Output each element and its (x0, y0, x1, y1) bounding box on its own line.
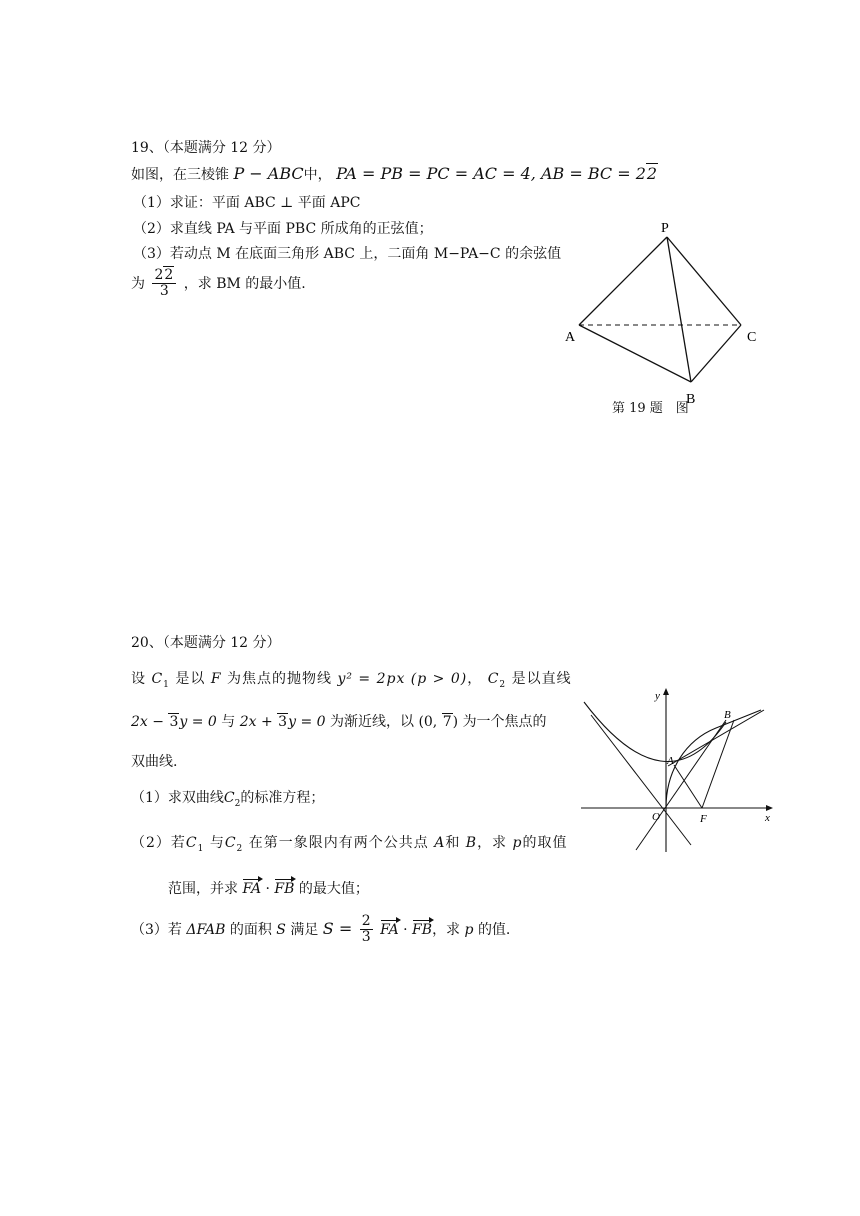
label-y: y (655, 690, 660, 702)
tetrahedron-figure (555, 215, 770, 420)
q19-heading: 19、（本题满分 12 分） (131, 140, 281, 156)
q19-statement: 如图，在三棱锥 P − ABC中， PA = PB = PC = AC = 4, AB = BC = 22 (131, 164, 658, 183)
label-b: B (724, 709, 731, 721)
q20-heading: 20、（本题满分 12 分） (131, 635, 281, 651)
label-x: x (765, 812, 770, 824)
q20-line1: 设 $C_1$ 是以 F 为焦点的抛物线 y² = 2px (p > 0)， $C_2$ 是以直线 (131, 671, 572, 690)
figure-caption: 第 19 题 图 (612, 401, 689, 416)
label-o: O (652, 811, 660, 823)
q20-part2-cont: 范围，并求 FA · FB 的最大值； (168, 881, 369, 897)
q20-line2: 2x − 3y = 0 与 2x + 3y = 0 为渐近线，以 (0, 7) 为一个焦点的 (131, 714, 547, 730)
q19-part2: （2）求直线 PA 与平面 PBC 所成角的正弦值； (133, 221, 433, 237)
q19-part1: （1）求证：平面 ABC ⊥ 平面 APC (133, 195, 361, 211)
q20-line3: 双曲线. (131, 754, 178, 770)
q20-part1: （1）求双曲线$C_2$的标准方程； (131, 790, 325, 809)
label-a: A (667, 755, 674, 767)
fraction: $\frac{2}{3}$ (361, 913, 371, 946)
q20-part2: （2）若$C_1$ 与$C_2$ 在第一象限内有两个公共点 A和 B，求 p的取值 (131, 835, 568, 854)
q19-part3-cont: 为 $\frac{22}{3}$ ，求 BM 的最小值. (131, 267, 306, 300)
q20-part3: （3）若 ΔFAB 的面积 S 满足 S = $\frac{2}{3}$ FA · FB，求 p 的值. (131, 913, 511, 946)
label-f: F (700, 813, 707, 825)
label-p: P (661, 221, 669, 236)
q19-part3: （3）若动点 M 在底面三角形 ABC 上，二面角 M−PA−C 的余弦值 (133, 246, 562, 262)
fraction: $\frac{22}{3}$ (152, 268, 176, 300)
label-b: B (686, 392, 696, 407)
label-a: A (565, 330, 576, 345)
parabola-hyperbola-figure (576, 680, 781, 855)
label-c: C (747, 330, 757, 345)
